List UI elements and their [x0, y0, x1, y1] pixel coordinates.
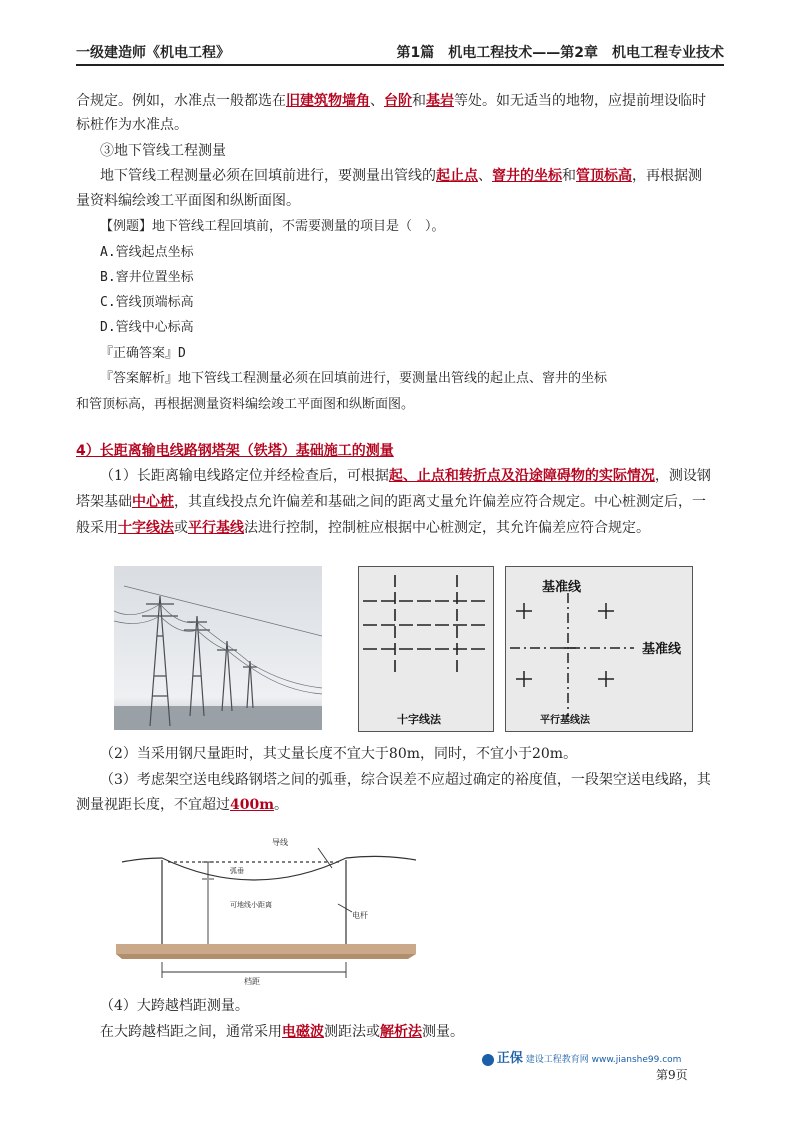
highlight: 400m — [230, 797, 275, 813]
para2-line2: 量资料编绘竣工平面图和纵断面图。 — [76, 193, 300, 209]
option-c: C.管线顶端标高 — [100, 295, 194, 310]
highlight: 起止点 — [436, 168, 478, 184]
answer-analysis-line2: 和管顶标高，再根据测量资料编绘竣工平面图和纵断面图。 — [76, 397, 415, 412]
page-header — [76, 40, 724, 64]
publisher-logo — [482, 1047, 681, 1066]
section4-p1-line2 — [76, 492, 724, 512]
text: 和 — [562, 168, 576, 184]
highlight: 基岩 — [426, 93, 454, 109]
transmission-tower-photo — [114, 566, 322, 730]
span-label: 档距 — [244, 977, 260, 986]
option-b: B.窨井位置坐标 — [100, 270, 194, 285]
pole-label: 电杆 — [352, 911, 368, 920]
answer-analysis-line1: 『答案解析』地下管线工程测量必须在回填前进行，要测量出管线的起止点、窨井的坐标 — [100, 371, 608, 386]
text: 地下管线工程测量必须在回填前进行，要测量出管线的 — [100, 168, 436, 184]
highlight: 管顶标高 — [576, 168, 632, 184]
subsection-title: ③地下管线工程测量 — [100, 143, 226, 159]
para-p3-line2 — [76, 795, 724, 815]
text: 测量。 — [422, 1024, 464, 1040]
clearance-label: 可地线小距离 — [230, 901, 272, 909]
text: 、 — [370, 93, 384, 109]
baseline-top-label: 基准线 — [542, 580, 582, 595]
para2-line1 — [100, 166, 724, 186]
header-chapter: 第1篇 机电工程技术——第2章 机电工程专业技术 — [396, 45, 724, 61]
highlight: 平行基线 — [188, 520, 244, 536]
text: 、 — [478, 168, 492, 184]
highlight: 十字线法 — [118, 520, 174, 536]
text: 般采用 — [76, 520, 118, 536]
header-book-title: 一级建造师《机电工程》 — [76, 45, 230, 61]
text: 。 — [274, 797, 289, 813]
para-p3-line1: （3）考虑架空送电线路钢塔之间的弧垂，综合误差不应超过确定的裕度值，一段架空送电线路，其 — [100, 772, 711, 788]
example-question: 【例题】地下管线工程回填前，不需要测量的项目是（ ）。 — [100, 219, 445, 234]
para1-line2: 标桩作为水准点。 — [76, 117, 188, 133]
option-d: D.管线中心标高 — [100, 320, 194, 335]
correct-answer: 『正确答案』D — [100, 346, 186, 361]
cross-line-method-diagram — [358, 566, 494, 732]
text: 法进行控制，控制桩应根据中心桩测定，其允许偏差应符合规定。 — [244, 520, 650, 536]
section-title: 4）长距离输电线路钢塔架（铁塔）基础施工的测量 — [76, 443, 394, 459]
section4-p1-line1 — [100, 466, 724, 486]
parallel-baseline-label: 平行基线法 — [540, 715, 590, 726]
cross-line-label: 十字线法 — [397, 713, 441, 726]
page-number: 第9页 — [656, 1068, 688, 1082]
baseline-right-label: 基准线 — [642, 642, 682, 657]
highlight: 起、止点和转折点及沿途障碍物的实际情况 — [388, 468, 655, 484]
section4-p1-line3 — [76, 518, 724, 538]
text: 测量视距长度，不宜超过 — [76, 797, 230, 813]
text: 塔架基础 — [76, 494, 132, 510]
text: 测距法或 — [324, 1024, 380, 1040]
highlight: 旧建筑物墙角 — [286, 93, 370, 109]
text: 合规定。例如，水准点一般都选在 — [76, 93, 286, 109]
text: 在大跨越档距之间，通常采用 — [100, 1024, 282, 1040]
wire-label: 导线 — [272, 838, 288, 847]
text: 等处。如无适当的地物，应提前埋设临时 — [454, 93, 706, 109]
text: （1）长距离输电线路定位并经检查后，可根据 — [100, 468, 389, 484]
parallel-baseline-diagram — [505, 566, 693, 732]
highlight: 台阶 — [384, 93, 412, 109]
highlight: 窨井的坐标 — [492, 168, 562, 184]
sag-label: 弧垂 — [230, 867, 244, 875]
header-rule — [76, 64, 724, 66]
para1-line1 — [76, 91, 724, 111]
text: ，再根据测 — [632, 168, 702, 184]
logo-brand: 正保 — [496, 1051, 523, 1066]
sag-span-diagram — [112, 832, 420, 988]
logo-icon — [482, 1054, 494, 1066]
para-p2: （2）当采用钢尺量距时，其丈量长度不宜大于80m，同时，不宜小于20m。 — [100, 746, 578, 762]
highlight: 解析法 — [380, 1024, 422, 1040]
text: ，测设钢 — [654, 468, 711, 484]
text: 或 — [174, 520, 188, 536]
logo-site: 建设工程教育网 www.jianshe99.com — [525, 1055, 682, 1065]
para-p4-title: （4）大跨越档距测量。 — [100, 998, 249, 1014]
option-a: A.管线起点坐标 — [100, 245, 194, 260]
highlight: 电磁波 — [282, 1024, 324, 1040]
para-p4-body — [100, 1022, 748, 1042]
text: ，其直线投点允许偏差和基础之间的距离丈量允许偏差应符合规定。中心桩测定后，一 — [174, 494, 706, 510]
text: 和 — [412, 93, 426, 109]
highlight: 中心桩 — [132, 494, 174, 510]
